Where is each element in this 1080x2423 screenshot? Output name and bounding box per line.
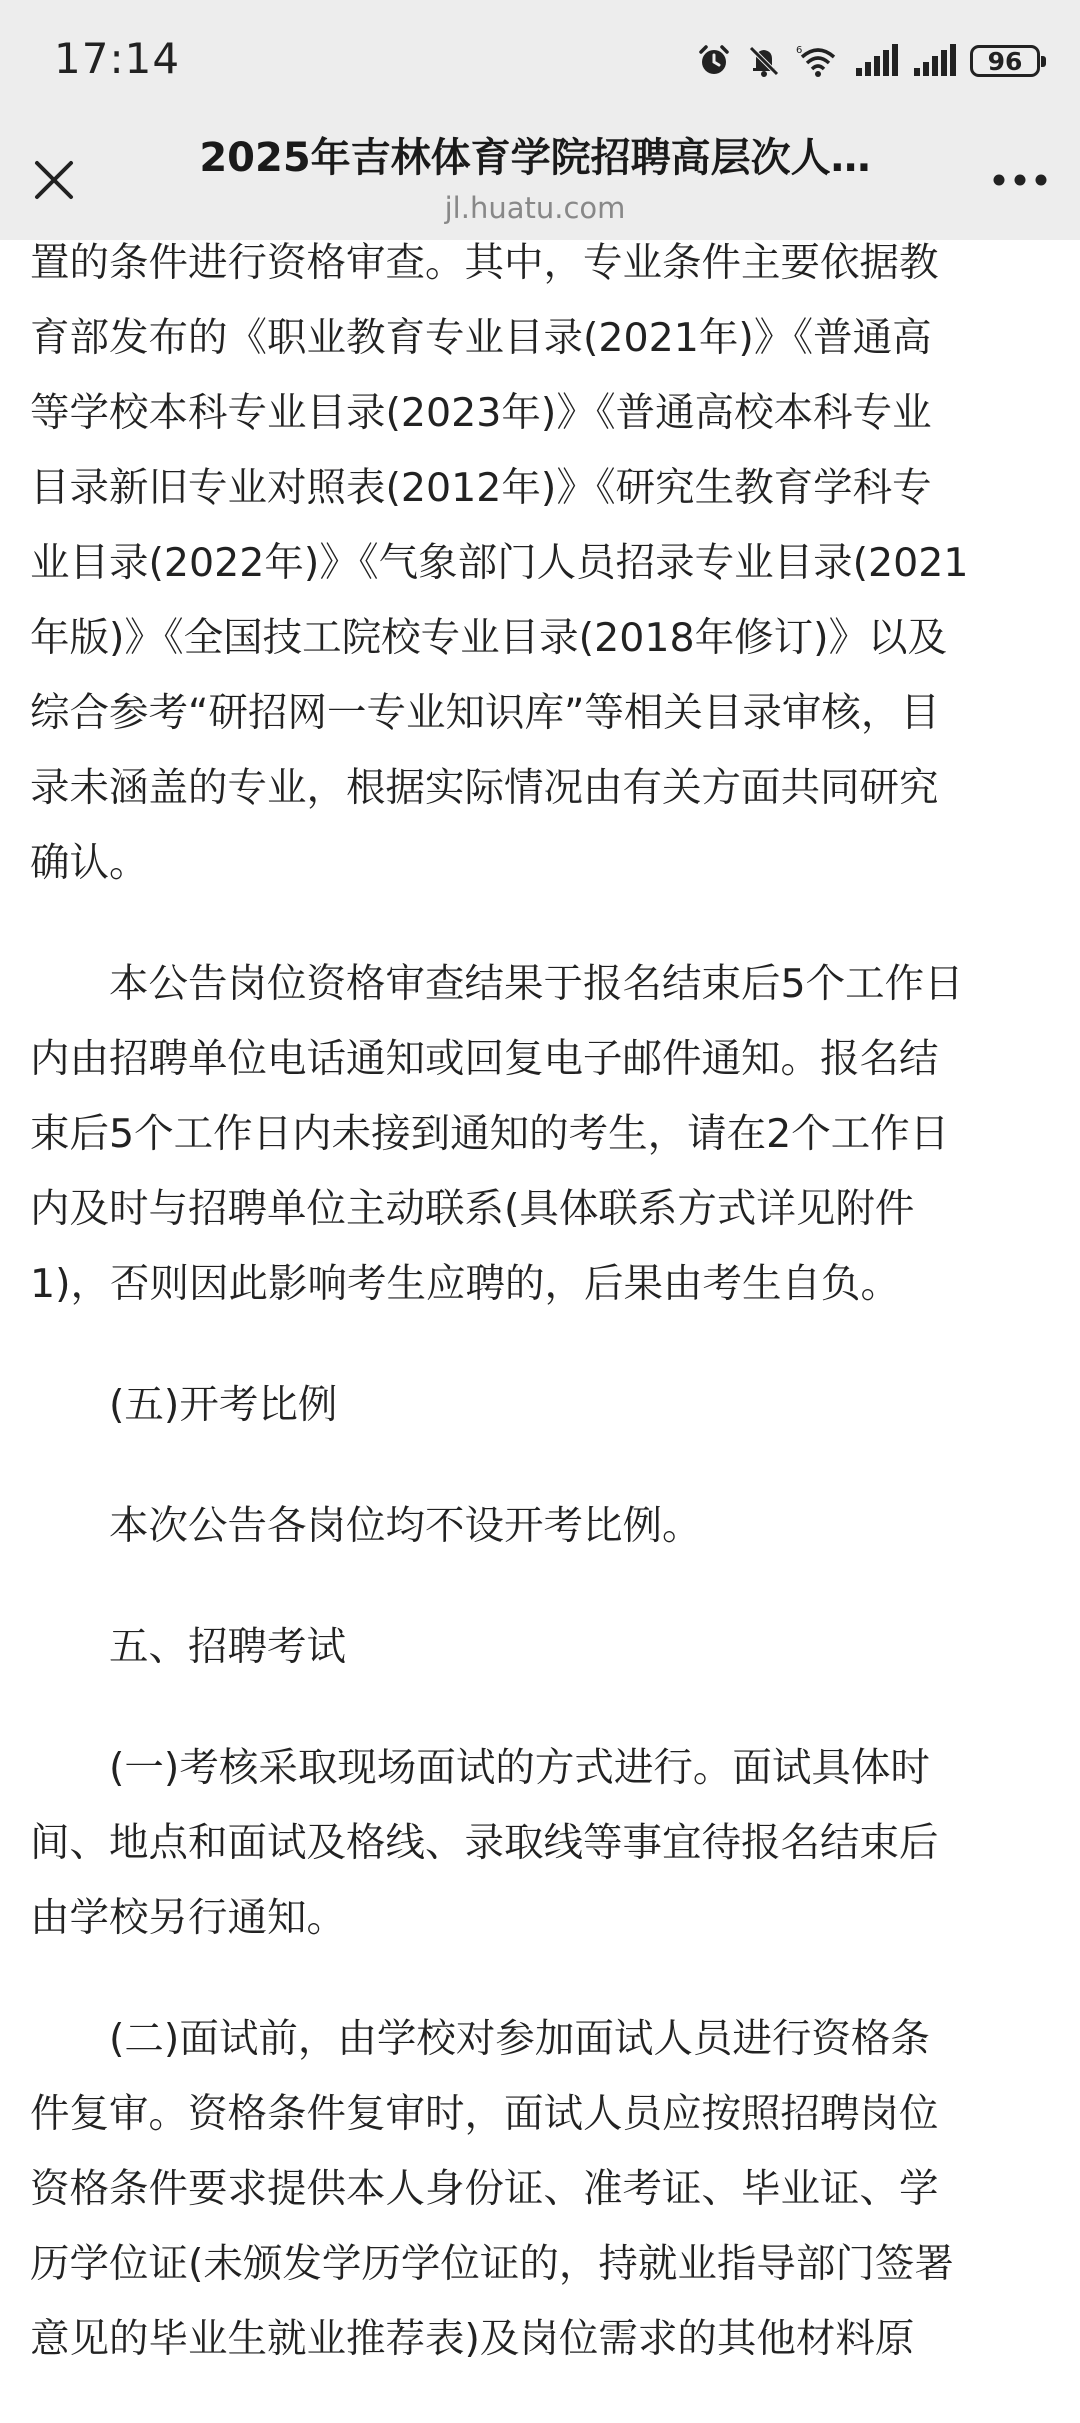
status-bar [0,0,1080,120]
article-body [30,226,1052,2423]
paragraph-line: 意见的毕业生就业推荐表)及岗位需求的其他材料原 [30,2316,915,2362]
paragraph-line: 历学位证(未颁发学历学位证的，持就业指导部门签署 [30,2241,954,2287]
paragraph-line: (五)开考比例 [30,1382,338,1428]
paragraph-line: (一)考核采取现场面试的方式进行。面试具体时 [30,1745,930,1791]
paragraph-line: 本公告岗位资格审查结果于报名结束后5个工作日 [30,961,964,1007]
mute-icon [746,43,782,79]
close-icon [34,160,74,200]
battery-icon: 96 [970,45,1040,77]
article-paragraph [30,1731,1052,1956]
article-paragraph [30,1489,1052,1564]
signal-icon [854,44,898,78]
page-url: jl.huatu.com [444,191,626,225]
page-title: 2025年吉林体育学院招聘高层次人… [199,135,871,181]
article-paragraph [30,947,1052,1322]
paragraph-line: 束后5个工作日内未接到通知的考生，请在2个工作日 [30,1111,950,1157]
wifi-icon [796,43,840,79]
close-button[interactable] [22,148,86,212]
paragraph-line: 由学校另行通知。 [30,1895,346,1941]
signal-icon [912,44,956,78]
paragraph-line: 综合参考“研招网一专业知识库”等相关目录审核，目 [30,690,940,736]
paragraph-line: 业目录(2022年)》《气象部门人员招录专业目录(2021 [30,540,969,586]
paragraph-line: 目录新旧专业对照表(2012年)》《研究生教育学科专 [30,465,932,511]
paragraph-line: 内由招聘单位电话通知或回复电子邮件通知。报名结 [30,1036,939,1082]
more-button[interactable] [982,148,1058,212]
article-paragraph [30,2002,1052,2377]
paragraph-line: 等学校本科专业目录(2023年)》《普通高校本科专业 [30,390,932,436]
paragraph-line: 1)，否则因此影响考生应聘的，后果由考生自负。 [30,1261,901,1307]
paragraph-line: 件复审。资格条件复审时，面试人员应按照招聘岗位 [30,2091,939,2137]
status-time: 17:14 [54,34,181,83]
paragraph-line: (二)面试前，由学校对参加面试人员进行资格条 [30,2016,930,2062]
paragraph-line: 五、招聘考试 [30,1624,346,1670]
article-paragraph [30,226,1052,901]
alarm-icon [696,43,732,79]
svg-text:6: 6 [796,45,803,56]
paragraph-line: 内及时与招聘单位主动联系(具体联系方式详见附件 [30,1186,915,1232]
more-icon [992,173,1048,187]
paragraph-line: 置的条件进行资格审查。其中，专业条件主要依据教 [30,240,939,286]
paragraph-line: 确认。 [30,840,149,886]
paragraph-line: 育部发布的《职业教育专业目录(2021年)》《普通高 [30,315,932,361]
paragraph-line: 间、地点和面试及格线、录取线等事宜待报名结束后 [30,1820,939,1866]
paragraph-line: 年版)》《全国技工院校专业目录(2018年修订)》以及 [30,615,948,661]
article-paragraph [30,1610,1052,1685]
article-paragraph [30,1368,1052,1443]
paragraph-line: 本次公告各岗位均不设开考比例。 [30,1503,702,1549]
nav-bar [0,120,1080,240]
status-icons [696,38,1040,84]
paragraph-line: 资格条件要求提供本人身份证、准考证、毕业证、学 [30,2166,939,2212]
paragraph-line: 录未涵盖的专业，根据实际情况由有关方面共同研究 [30,765,939,811]
